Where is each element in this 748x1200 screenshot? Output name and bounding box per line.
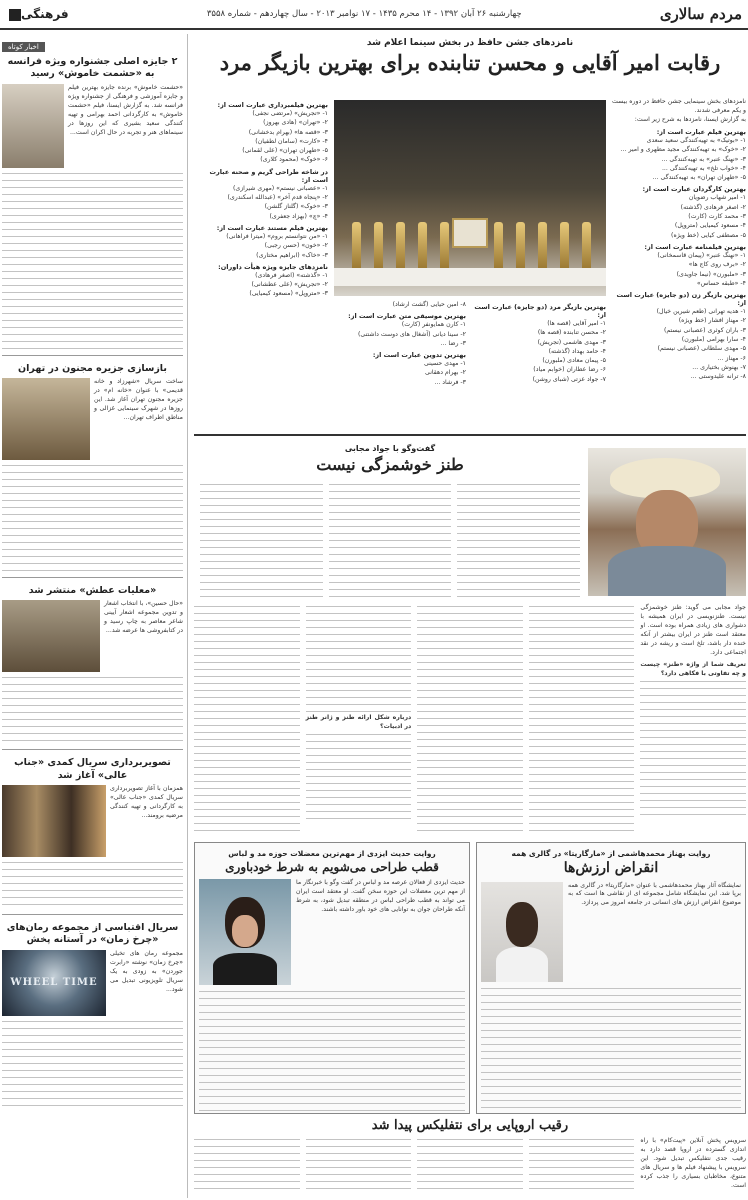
fashion-story-headline: قطب طراحی می‌شویم به شرط خودباوری — [225, 860, 439, 874]
award-category-title: بهترین تدوین عبارت است از: — [372, 351, 466, 360]
section-label: فرهنگی — [6, 7, 69, 21]
award-category-title: بهترین فیلمنامه عبارت است از: — [644, 242, 746, 251]
award-category-title: بهترین فیلم عبارت است از: — [656, 127, 746, 136]
divider — [2, 355, 183, 356]
award-nominee: ۳- محمد کارت (کارت) — [688, 213, 746, 221]
bottom-story-lines — [417, 1137, 523, 1193]
award-nominee: ۷- جواد عزتی (شبای روشن) — [532, 375, 606, 383]
fashion-story-lead: حدیث ایزدی از فعالان عرصه مد و لباس در گفت وگو با خبرنگار ما از مهم ترین معضلات این حوزه سخن گفت. او معتقد است ایران می تواند به قطب طراحی لباس در منطقه تبدیل شود، به شرط آنکه طراحان جوان به توانایی های خود باور داشته باشند. — [296, 879, 465, 913]
story-lead: «حال حسین»، با انتخاب اشعار و تدوین مجموعه اشعار آیینی شاعر معاصر به چاپ رسید و در کتابفروشی ها عرضه شد... — [104, 600, 183, 635]
award-nominee: ۳- رضا ... — [440, 339, 466, 347]
story-photo — [2, 785, 106, 857]
award-plaque — [452, 218, 488, 248]
interview-text-lines — [306, 732, 412, 822]
award-category-title: بهترین موسیقی متن عبارت است از: — [348, 312, 466, 321]
interview-text-lines — [200, 482, 323, 600]
award-nominee: ۷- بهنوش بختیاری ... — [692, 363, 746, 371]
story-lead: «حشمت خاموش» برنده جایزه بهترین فیلم و جایزه آموزشی و فرهنگی از جشنواره ویژه فرانسه شد. به گزارش ایسنا، فیلم «حشمت خاموش» به کارگردانی احمد بهرامی و تهیه کنندگی سعید بشیری که این روزها در سینماهای هنر و تجربه در حال اکران است... — [68, 83, 183, 136]
interview-text-lines — [306, 604, 412, 714]
story-body-lines — [2, 860, 183, 910]
awards-photo — [334, 100, 606, 296]
top-story-col-right — [612, 98, 746, 428]
divider — [2, 577, 183, 578]
award-category-title: بهترین بازیگر مرد (دو جایزه) عبارت است از: — [474, 303, 606, 319]
story-body-lines — [2, 675, 183, 745]
top-story-headline: رقابت امیر آقایی و محسن تنابنده برای بهترین بازیگر مرد — [219, 50, 721, 75]
award-category-title: بهترین فیلمبرداری عبارت است از: — [217, 101, 328, 109]
artist-photo — [481, 882, 563, 982]
trophy-icon — [374, 222, 383, 268]
award-list — [334, 300, 606, 387]
award-nominee: ۲- سینا دیانی (آشغال های دوست داشتنی) — [357, 330, 466, 338]
fashion-story-kicker: روایت حدیث ایزدی از مهم‌ترین معضلات حوزه مد و لباس — [228, 849, 436, 858]
award-nominee: ۲- «خوک» به تهیه‌کنندگی مجید مطهری و امیر ... — [620, 146, 746, 154]
award-nominee: ۱- «گذشته» (اصغر فرهادی) — [255, 271, 328, 279]
award-nominee: ۵- پیمان معادی (ملبورن) — [542, 357, 606, 365]
award-nominee: ۵- مهدی سلطانی (عصبانی نیستم) — [657, 345, 746, 353]
award-nominee: ۶- «خوک» (محمود کلاری) — [260, 156, 328, 164]
story-body-lines — [2, 463, 183, 573]
story-lead: مجموعه رمان های تخیلی «چرخ زمان» نوشته «رابرت جوردن» به زودی به یک سریال تلویزیونی تبدیل می شود... — [110, 949, 183, 993]
award-pedestal — [334, 268, 606, 286]
main-content — [194, 34, 746, 1198]
sidebar-tab: اخبار کوتاه — [2, 34, 183, 53]
award-nominee: ۱- «عصبانی نیستم» (مهری شیرازی) — [232, 184, 328, 192]
sidebar-story-2 — [2, 360, 183, 573]
award-nominee: ۱- امیر شهاب رضویان — [688, 194, 746, 202]
award-nominee: ۶- رضا عطاران (خوابم میاد) — [533, 366, 606, 374]
section-logo-icon — [9, 9, 21, 21]
award-nominee: ۱- «من نتوانستم بروم» (میترا فراهانی) — [226, 232, 328, 240]
award-nominee: ۴- «خواب تلخ» به تهیه‌کنندگی ... — [661, 164, 746, 172]
award-nominee: ۳- «خاک» (ابراهیم مختاری) — [256, 251, 328, 259]
section-divider — [194, 434, 746, 436]
interview-text-lines — [529, 604, 635, 832]
award-nominee: ۲- اصغر فرهادی (گذشته) — [680, 203, 746, 211]
story-headline: بازسازی جزیره مجنون در تهران — [18, 362, 167, 374]
interviewee-photo — [588, 448, 746, 596]
top-story-intro-2: به گزارش ایسنا، نامزدها به شرح زیر است: — [634, 115, 746, 123]
story-lead: همزمان با آغاز تصویربرداری سریال کمدی «جناب عالی» به کارگردانی و تهیه کنندگی مرضیه برومند... — [110, 785, 183, 820]
sidebar-story-1 — [2, 53, 183, 351]
sidebar-story-5 — [2, 919, 183, 1109]
fashion-story-lines — [199, 989, 465, 1111]
award-nominee: ۱- هدیه تهرانی (طعم شیرین خیال) — [656, 308, 746, 316]
body-shape — [496, 947, 548, 982]
award-nominee: ۸- ترانه علیدوستی ... — [690, 373, 746, 381]
story-photo — [2, 378, 90, 460]
award-nominee: ۲- «تهران» (هادی بهروز) — [263, 119, 328, 127]
award-nominee: ۲- «تجریش» (علی عطشانی) — [251, 281, 328, 289]
award-nominee: ۳- فرشاد ... — [434, 378, 466, 386]
award-nominee: ۳- «قصه ها» (بهرام بدخشانی) — [248, 128, 328, 136]
award-nominee: ۴- «چ» (بهزاد جعفری) — [269, 212, 328, 220]
award-nominee: ۴- مسعود کیمیایی (متروپل) — [674, 222, 746, 230]
art-story — [476, 842, 746, 1114]
story-photo — [2, 84, 64, 168]
trophy-icon — [352, 222, 361, 268]
award-nominee: ۳- «نهنگ عنبر» به تهیه‌کنندگی ... — [661, 155, 746, 163]
story-headline: سریال اقتباسی از مجموعه رمان‌های «چرخ زمان» در آستانه پخش — [6, 922, 179, 946]
bottom-story-lines — [306, 1137, 412, 1193]
award-category-title: بهترین بازیگر زن (دو جایزه) عبارت است از: — [616, 291, 746, 308]
story-body-lines — [2, 171, 183, 351]
interview-section — [194, 438, 746, 836]
art-story-lead: نمایشگاه آثار بهناز محمدهاشمی با عنوان «مارگاریتا» در گالری همه برپا شد. این نمایشگاه شامل مجموعه ای از نقاشی ها است که به موضوع انقراض ارزش های انسانی در جامعه امروز می پردازد. — [568, 881, 741, 907]
award-nominee: ۲- «خون» (حسن رجبی) — [264, 242, 328, 250]
story-lead: ساخت سریال «شهرزاد و خانه قدیمی» با عنوان «خانه ام» در جزیره مجنون تهران آغاز شد. این روزها در شهرک سینمایی غزالی و مناطق اطراف تهران... — [94, 378, 183, 421]
award-nominee: ۲- «پنجاه قدم آخر» (عبدالله اسکندری) — [227, 194, 328, 202]
bottom-story — [194, 1118, 746, 1198]
interview-question: درباره شکل ارائه طنز و ژانر طنز در ادبیات؟ — [305, 714, 412, 730]
award-nominee: ۳- باران کوثری (عصبانی نیستم) — [663, 326, 746, 334]
award-nominee: ۱- «بوتیک» به تهیه‌کنندگی سعید سعدی — [646, 136, 746, 144]
interview-headline: طنز خوشمزگی نیست — [316, 455, 464, 474]
award-nominee: ۴- حامد بهداد (گذشته) — [548, 347, 606, 355]
award-category-title: نامزدهای جایزه ویژه هیأت داوران: — [218, 262, 328, 271]
award-nominee: ۳- «متروپل» (مسعود کیمیایی) — [249, 290, 328, 298]
interview-text-lines — [457, 482, 580, 600]
masthead — [0, 0, 748, 30]
award-nominee: ۵- مصطفی کیایی (خط ویژه) — [671, 231, 746, 239]
story-photo — [2, 950, 106, 1016]
story-photo — [2, 600, 100, 672]
art-story-kicker: روایت بهناز محمدهاشمی از «مارگاریتا» در گالری همه — [511, 849, 711, 858]
interview-question: تعریف شما از واژه «طنز» چیست و چه تفاوتی با فکاهی دارد؟ — [640, 660, 746, 677]
trophy-icon — [418, 222, 427, 268]
award-nominee: ۴- سارا بهرامی (ملبورن) — [681, 336, 746, 343]
trophy-icon — [494, 222, 503, 268]
top-story-intro: نامزدهای بخش سینمایی جشن حافظ در دوره بیست و یکم معرفی شدند. — [612, 98, 746, 114]
bottom-story-lines — [194, 1137, 300, 1193]
award-category-title: در شاخه طراحی گریم و صحنه عبارت است از: — [209, 167, 328, 184]
divider — [2, 914, 183, 915]
trophy-icon — [538, 222, 547, 268]
trophy-icon — [516, 222, 525, 268]
top-story-kicker: نامزدهای جشن حافظ در بخش سینما اعلام شد — [366, 38, 574, 48]
face-shape — [232, 915, 258, 947]
award-nominee: ۲- محسن تنابنده (قصه ها) — [537, 329, 606, 337]
interview-kicker: گفت‌وگو با جواد مجابی — [344, 444, 436, 453]
trophy-icon — [396, 222, 405, 268]
interview-text-lines — [640, 679, 746, 819]
award-nominee: ۱- کارن همایونفر (کارت) — [401, 321, 466, 329]
award-nominee: ۱- «نهنگ عنبر» (پیمان قاسمخانی) — [657, 251, 746, 259]
interview-text-lines — [417, 604, 523, 832]
bottom-story-lines — [529, 1137, 635, 1193]
award-nominee: ۱- مهدی حسینی — [424, 360, 466, 368]
story-headline: «معلیات عطش» منتشر شد — [28, 585, 157, 597]
award-nominee: ۳- «خوک» (گلناز گلشن) — [264, 203, 328, 211]
award-list — [194, 101, 328, 299]
bottom-story-headline: رقیب اروپایی برای نتفلیکس پیدا شد — [371, 1118, 569, 1133]
photo-caption: WHEEL TIME — [10, 977, 98, 989]
top-story-col-left — [194, 98, 328, 428]
trophy-icon — [560, 222, 569, 268]
story-headline: ۲ جایزه اصلی جشنواره ویژه فرانسه به «حشمت خاموش» رسید — [7, 56, 178, 80]
award-nominee: ۵- «طهران تهران» (علی لقمانی) — [242, 147, 328, 155]
award-category-title: بهترین فیلم مستند عبارت است از: — [216, 223, 328, 232]
award-list — [612, 128, 746, 382]
bottom-story-lead: سرویس پخش آنلاین «پیت‌کام» با راه اندازی گسترده در اروپا قصد دارد به رقیب جدی نتفلیکس تبدیل شود. این سرویس با پیشنهاد فیلم ها و سریال های متنوع، مخاطبان بسیاری را جذب کرده است. — [640, 1137, 746, 1190]
award-nominee: ۲- مهناز افشار (خط ویژه) — [678, 317, 746, 325]
award-nominee: ۴- «کارت» (سامان لطفیان) — [255, 137, 328, 145]
award-nominee: ۳- مهدی هاشمی (تجریش) — [537, 338, 606, 346]
interview-text-lines — [194, 604, 300, 832]
sidebar-news — [2, 34, 188, 1198]
designer-photo — [199, 879, 291, 985]
award-nominee: ۴- «طبقه حساس» — [696, 279, 746, 287]
story-headline: تصویربرداری سریال کمدی «جناب عالی» آغاز شد — [14, 757, 171, 781]
fashion-story — [194, 842, 470, 1114]
interview-text-lines — [329, 482, 452, 600]
trophy-icon — [582, 222, 591, 268]
interview-intro: جواد مجابی می گوید: طنز خوشمزگی نیست. طنزنویسی در ایران همیشه با دشواری های زیادی همراه بوده است. او معتقد است طنز در ایران بیشتر از آنکه خنده دار باشد، تلخ است و ریشه در نقد اجتماعی دارد. — [640, 604, 746, 656]
award-nominee: ۸- امین حیایی (گشت ارشاد) — [392, 301, 466, 308]
top-story-col-mid — [334, 300, 606, 428]
award-nominee: ۲- بهرام دهقانی — [425, 369, 466, 377]
award-nominee: ۱- «تجریش» (مرتضی نجفی) — [252, 110, 328, 117]
trophy-icon — [440, 222, 449, 268]
shirt-shape — [608, 546, 726, 596]
sidebar-story-4 — [2, 754, 183, 910]
newspaper-brand: مردم سالاری — [659, 5, 742, 23]
divider — [2, 749, 183, 750]
body-shape — [213, 953, 277, 985]
head-shape — [506, 902, 539, 947]
art-story-headline: انقراض ارزش‌ها — [563, 860, 659, 876]
art-story-lines — [481, 986, 741, 1114]
story-body-lines — [2, 1019, 183, 1109]
award-nominee: ۶- مهناز ... — [717, 354, 746, 362]
award-category-title: بهترین کارگردان عبارت است از: — [642, 185, 746, 194]
award-nominee: ۱- امیر آقایی (قصه ها) — [547, 320, 606, 327]
sidebar-story-3 — [2, 582, 183, 745]
award-nominee: ۳- «ملبورن» (نیما جاویدی) — [676, 270, 746, 278]
award-nominee: ۵- «طهران تهران» به تهیه‌کنندگی ... — [652, 174, 746, 182]
award-nominee: ۲- «برف روی کاج ها» — [688, 261, 746, 269]
issue-info: چهارشنبه ۲۶ آبان ۱۳۹۲ - ۱۴ محرم ۱۴۳۵ - ۱۷ نوامبر ۲۰۱۳ - سال چهاردهم - شماره ۳۵۵۸ — [206, 9, 522, 19]
